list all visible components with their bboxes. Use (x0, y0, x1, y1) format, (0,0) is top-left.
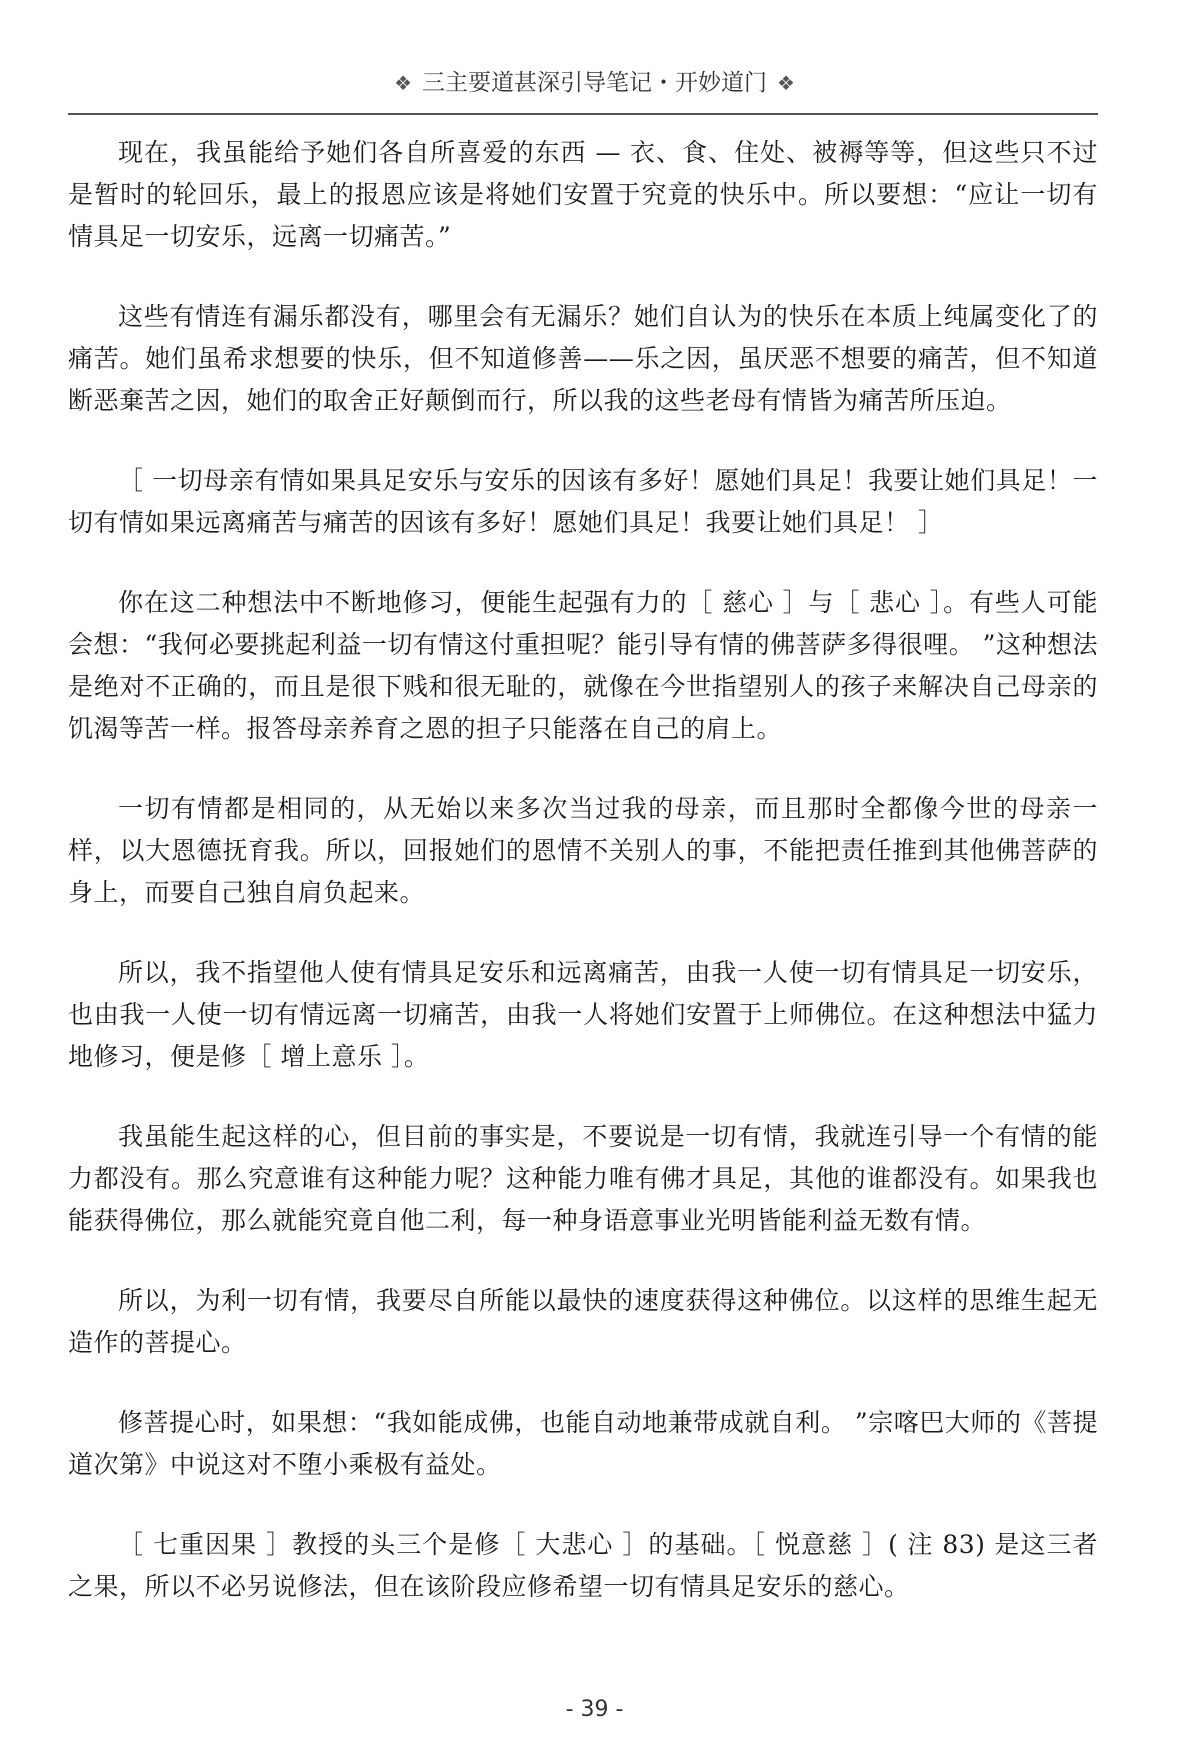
ornament-left-icon: ❖ (394, 71, 412, 95)
running-header (0, 64, 1189, 97)
paragraph: 一切有情都是相同的，从无始以来多次当过我的母亲，而且那时全都像今世的母亲一样，以大恩德抚育我。所以，回报她们的恩情不关别人的事，不能把责任推到其他佛菩萨的身上，而要自己独自肩负起来。 (68, 794, 1098, 907)
page-body (68, 132, 1098, 1646)
page-number: - 39 - (565, 1697, 624, 1722)
ornament-right-icon: ❖ (777, 71, 795, 95)
paragraph: ［ 七重因果 ］教授的头三个是修［ 大悲心 ］的基础。［ 悦意慈 ］( 注 83) 是这三者之果，所以不必另说修法，但在该阶段应修希望一切有情具足安乐的慈心。 (68, 1530, 1098, 1601)
paragraph: 你在这二种想法中不断地修习，便能生起强有力的［ 慈心 ］与［ 悲心 ］。有些人可能会想：“我何必要挑起利益一切有情这付重担呢？能引导有情的佛菩萨多得很哩。 ”这种想法是绝对不正确的，而且是很下贱和很无耻的，就像在今世指望别人的孩子来解决自己母亲的饥渴等苦一样。报答母亲养育之恩的担子只能落在自己的肩上。 (68, 588, 1098, 743)
paragraph: 所以，为利一切有情，我要尽自所能以最快的速度获得这种佛位。以这样的思维生起无造作的菩提心。 (68, 1286, 1098, 1357)
header-title: 三主要道甚深引导笔记・开妙道门 (422, 70, 767, 96)
paragraph: 现在，我虽能给予她们各自所喜爱的东西 — 衣、食、住处、被褥等等，但这些只不过是暂时的轮回乐，最上的报恩应该是将她们安置于究竟的快乐中。所以要想：“应让一切有情具足一切安乐，远离一切痛苦。” (68, 138, 1098, 251)
paragraph: ［ 一切母亲有情如果具足安乐与安乐的因该有多好！愿她们具足！我要让她们具足！一切有情如果远离痛苦与痛苦的因该有多好！愿她们具足！我要让她们具足！ ］ (68, 466, 1098, 537)
paragraph: 所以，我不指望他人使有情具足安乐和远离痛苦，由我一人使一切有情具足一切安乐，也由我一人使一切有情远离一切痛苦，由我一人将她们安置于上师佛位。在这种想法中猛力地修习，便是修［ 增上意乐 ］。 (68, 958, 1098, 1071)
paragraph: 修菩提心时，如果想：“我如能成佛，也能自动地兼带成就自利。 ”宗喀巴大师的《菩提道次第》中说这对不堕小乘极有益处。 (68, 1408, 1098, 1479)
paragraph: 我虽能生起这样的心，但目前的事实是，不要说是一切有情，我就连引导一个有情的能力都没有。那么究意谁有这种能力呢？这种能力唯有佛才具足，其他的谁都没有。如果我也能获得佛位，那么就能究竟自他二利，每一种身语意事业光明皆能利益无数有情。 (68, 1122, 1098, 1235)
header-rule (68, 113, 1098, 115)
paragraph: 这些有情连有漏乐都没有，哪里会有无漏乐？她们自认为的快乐在本质上纯属变化了的痛苦。她们虽希求想要的快乐，但不知道修善——乐之因，虽厌恶不想要的痛苦，但不知道断恶棄苦之因，她们的取舍正好颠倒而行，所以我的这些老母有情皆为痛苦所压迫。 (68, 302, 1098, 415)
